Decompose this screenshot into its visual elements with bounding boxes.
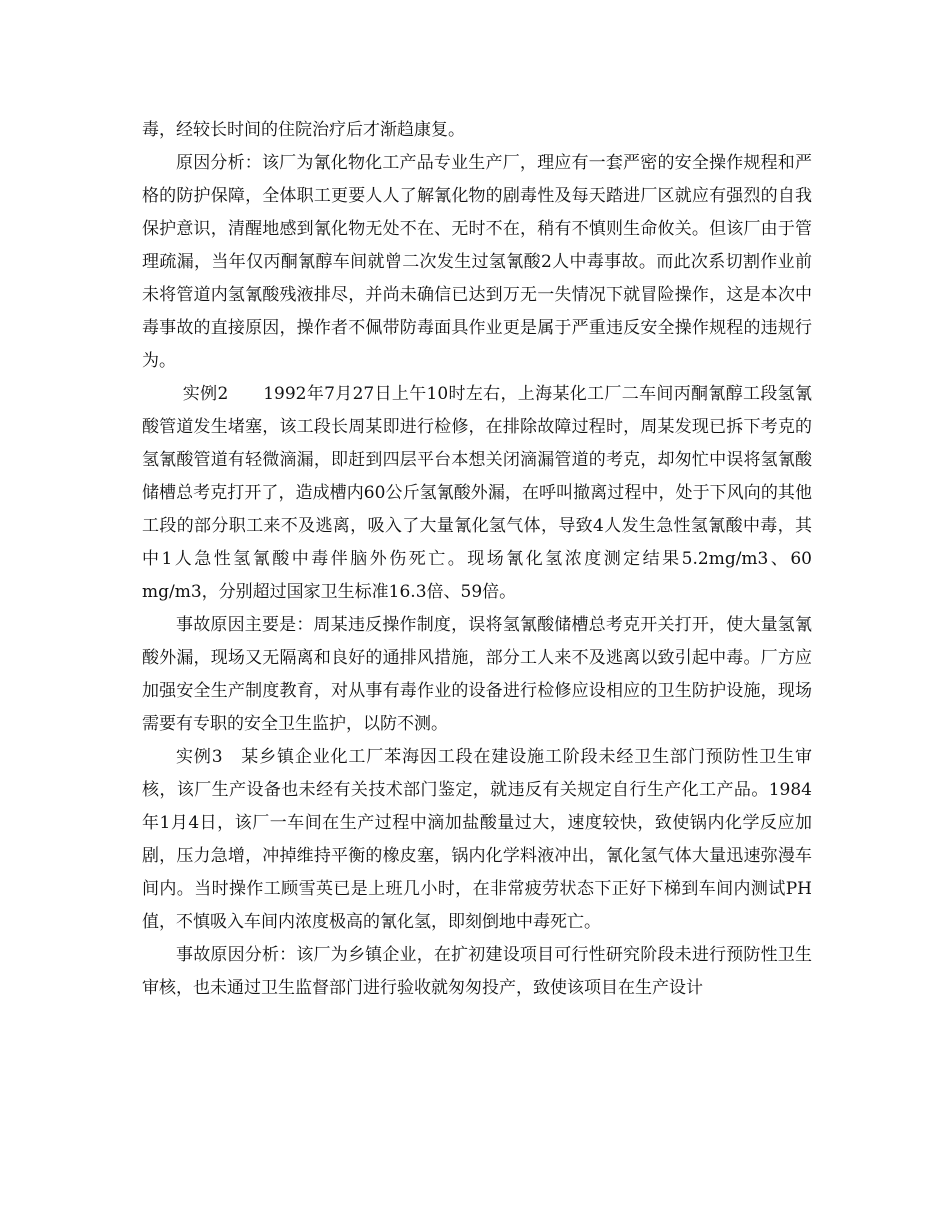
paragraph-cause-analysis-1: 原因分析：该厂为氰化物化工产品专业生产厂，理应有一套严密的安全操作规程和严格的防护保障，全体职工更要人人了解氰化物的剧毒性及每天踏进厂区就应有强烈的自我保护意识，清醒地感到氰化物无处不在、无时不在，稍有不慎则生命攸关。但该厂由于管理疏漏，当年仅丙酮氰醇车间就曾二次发生过氢氰酸2人中毒事故。而此次系切割作业前未将管道内氢氰酸残液排尽，并尚未确信已达到万无一失情况下就冒险操作，这是本次中毒事故的直接原因，操作者不佩带防毒面具作业更是属于严重违反安全操作规程的违规行为。 — [142, 153, 812, 371]
document-body — [142, 114, 812, 1005]
paragraph-cause-analysis-3: 事故原因分析：该厂为乡镇企业，在扩初建设项目可行性研究阶段未进行预防性卫生审核，也未通过卫生监督部门进行验收就匆匆投产，致使该项目在生产设计 — [142, 945, 812, 998]
paragraph-cause-analysis-2: 事故原因主要是：周某违反操作制度，误将氢氰酸储槽总考克开关打开，使大量氢氰酸外漏，现场又无隔离和良好的通排风措施，部分工人来不及逃离以致引起中毒。厂方应加强安全生产制度教育，对从事有毒作业的设备进行检修应设相应的卫生防护设施，现场需要有专职的安全卫生监护，以防不测。 — [142, 615, 812, 734]
paragraph-example-2: 实例2 1992年7月27日上午10时左右，上海某化工厂二车间丙酮氰醇工段氢氰酸管道发生堵塞，该工段长周某即进行检修，在排除故障过程时，周某发现已拆下考克的氢氰酸管道有轻微滴漏，即赶到四层平台本想关闭滴漏管道的考克，却匆忙中误将氢氰酸储槽总考克打开了，造成槽内60公斤氢氰酸外漏，在呼叫撤离过程中，处于下风向的其他工段的部分职工来不及逃离，吸入了大量氰化氢气体，导致4人发生急性氢氰酸中毒，其中1人急性氢氰酸中毒伴脑外伤死亡。现场氰化氢浓度测定结果5.2mg/m3、60 mg/m3，分别超过国家卫生标准16.3倍、59倍。 — [142, 384, 812, 602]
paragraph-example-3: 实例3 某乡镇企业化工厂苯海因工段在建设施工阶段未经卫生部门预防性卫生审核，该厂生产设备也未经有关技术部门鉴定，就违反有关规定自行生产化工产品。1984年1月4日，该厂一车间在生产过程中滴加盐酸量过大，速度较快，致使锅内化学反应加剧，压力急增，冲掉维持平衡的橡皮塞，锅内化学料液冲出，氰化氢气体大量迅速弥漫车间内。当时操作工顾雪英已是上班几小时，在非常疲劳状态下正好下梯到车间内测试PH值，不慎吸入车间内浓度极高的氰化氢，即刻倒地中毒死亡。 — [142, 747, 812, 932]
paragraph-continuation: 毒，经较长时间的住院治疗后才渐趋康复。 — [142, 120, 465, 140]
